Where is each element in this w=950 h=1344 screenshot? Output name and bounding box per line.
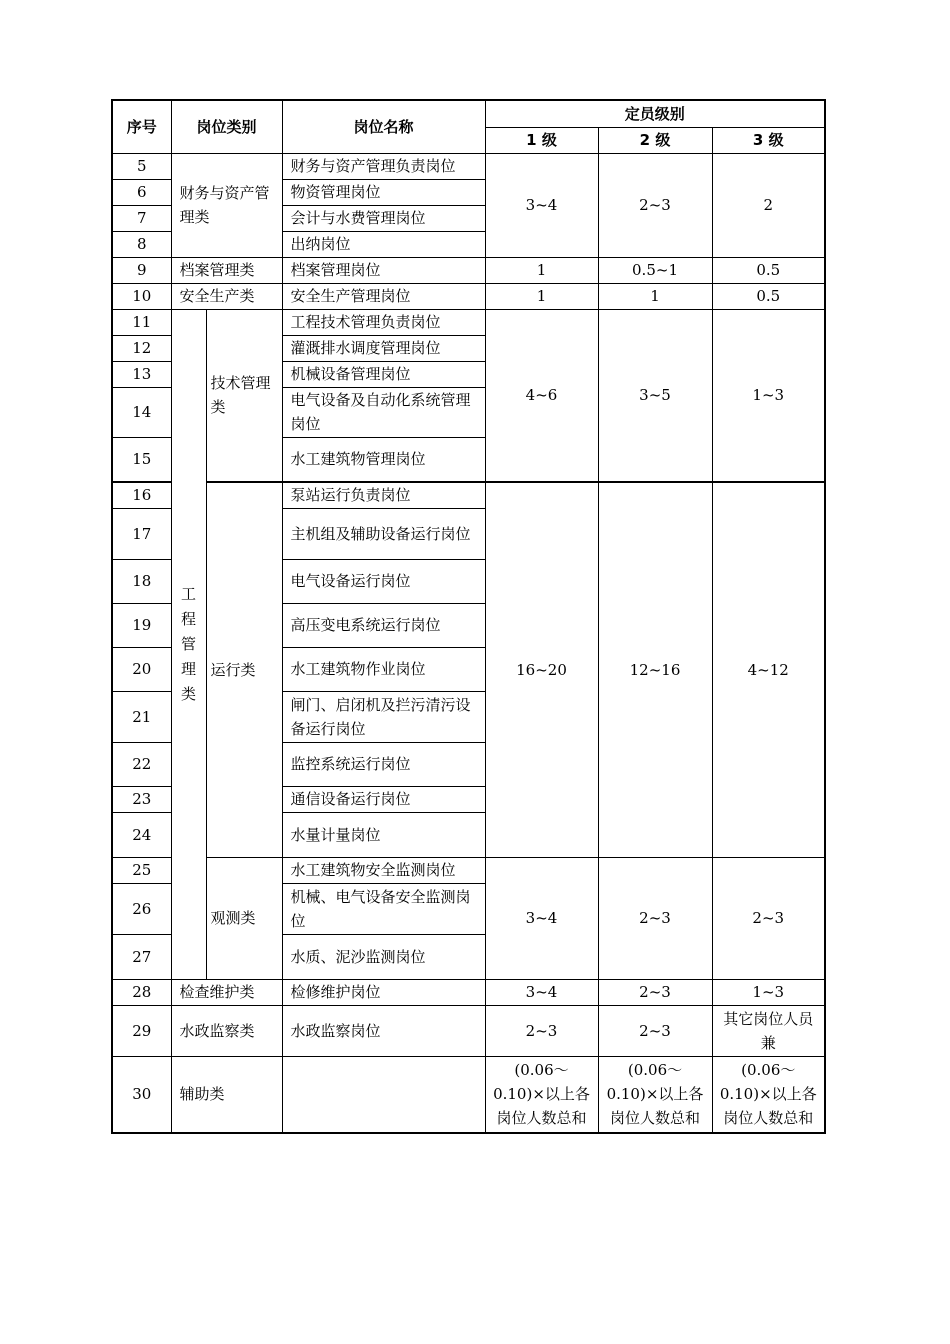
header-level-1: 1 级	[485, 127, 598, 153]
table-row	[112, 283, 825, 309]
post-name: 检修维护岗位	[282, 979, 485, 1005]
table-row	[112, 1056, 825, 1133]
level-1-value: 3~4	[485, 153, 598, 257]
row-number: 21	[112, 691, 171, 742]
category-char: 类	[180, 684, 196, 703]
row-number: 9	[112, 257, 171, 283]
row-number: 5	[112, 153, 171, 179]
level-3-value: 0.5	[712, 257, 825, 283]
table-row	[112, 979, 825, 1005]
row-number: 7	[112, 205, 171, 231]
row-number: 6	[112, 179, 171, 205]
level-1-value: 1	[485, 283, 598, 309]
post-name: 机械设备管理岗位	[282, 361, 485, 387]
header-category: 岗位类别	[171, 100, 282, 153]
level-3-value: 1~3	[712, 309, 825, 482]
row-number: 11	[112, 309, 171, 335]
subcategory-technical: 技术管理类	[206, 309, 282, 482]
post-name: 闸门、启闭机及拦污清污设备运行岗位	[282, 691, 485, 742]
staffing-table	[111, 99, 826, 1134]
row-number: 13	[112, 361, 171, 387]
post-name: 出纳岗位	[282, 231, 485, 257]
category-engineering	[171, 309, 206, 979]
header-row-1	[112, 100, 825, 127]
level-2-value: 1	[598, 283, 712, 309]
level-1-value: 4~6	[485, 309, 598, 482]
header-level-3: 3 级	[712, 127, 825, 153]
level-2-value: 0.5~1	[598, 257, 712, 283]
level-3-value: (0.06～0.10)×以上各岗位人数总和	[712, 1056, 825, 1133]
row-number: 16	[112, 482, 171, 508]
subcategory-observation: 观测类	[206, 857, 282, 979]
level-2-value: (0.06～0.10)×以上各岗位人数总和	[598, 1056, 712, 1133]
level-3-value: 0.5	[712, 283, 825, 309]
category-auxiliary: 辅助类	[171, 1056, 282, 1133]
post-name: 水量计量岗位	[282, 812, 485, 857]
row-number: 18	[112, 559, 171, 603]
level-2-value: 2~3	[598, 153, 712, 257]
post-name	[282, 1056, 485, 1133]
row-number: 29	[112, 1005, 171, 1056]
category-char: 理	[180, 659, 196, 678]
level-3-value: 4~12	[712, 482, 825, 857]
row-number: 8	[112, 231, 171, 257]
post-name: 安全生产管理岗位	[282, 283, 485, 309]
row-number: 12	[112, 335, 171, 361]
row-number: 10	[112, 283, 171, 309]
row-number: 17	[112, 508, 171, 559]
post-name: 水政监察岗位	[282, 1005, 485, 1056]
row-number: 25	[112, 857, 171, 883]
post-name: 主机组及辅助设备运行岗位	[282, 508, 485, 559]
row-number: 30	[112, 1056, 171, 1133]
row-number: 22	[112, 742, 171, 786]
category-char: 程	[180, 609, 196, 628]
header-post-name: 岗位名称	[282, 100, 485, 153]
level-1-value: 3~4	[485, 857, 598, 979]
row-number: 19	[112, 603, 171, 647]
category-safety: 安全生产类	[171, 283, 282, 309]
level-2-value: 12~16	[598, 482, 712, 857]
post-name: 灌溉排水调度管理岗位	[282, 335, 485, 361]
post-name: 泵站运行负责岗位	[282, 482, 485, 508]
row-number: 14	[112, 387, 171, 437]
row-number: 20	[112, 647, 171, 691]
post-name: 水工建筑物安全监测岗位	[282, 857, 485, 883]
row-number: 27	[112, 934, 171, 979]
level-3-value: 其它岗位人员兼	[712, 1005, 825, 1056]
level-2-value: 2~3	[598, 1005, 712, 1056]
post-name: 机械、电气设备安全监测岗位	[282, 883, 485, 934]
level-3-value: 2	[712, 153, 825, 257]
header-level-group: 定员级别	[485, 100, 825, 127]
post-name: 物资管理岗位	[282, 179, 485, 205]
post-name: 电气设备及自动化系统管理岗位	[282, 387, 485, 437]
table-row	[112, 482, 825, 508]
level-1-value: 3~4	[485, 979, 598, 1005]
post-name: 财务与资产管理负责岗位	[282, 153, 485, 179]
category-archive: 档案管理类	[171, 257, 282, 283]
level-2-value: 3~5	[598, 309, 712, 482]
post-name: 水工建筑物作业岗位	[282, 647, 485, 691]
category-supervision: 水政监察类	[171, 1005, 282, 1056]
post-name: 监控系统运行岗位	[282, 742, 485, 786]
header-seq: 序号	[112, 100, 171, 153]
level-3-value: 2~3	[712, 857, 825, 979]
row-number: 26	[112, 883, 171, 934]
post-name: 会计与水费管理岗位	[282, 205, 485, 231]
post-name: 水工建筑物管理岗位	[282, 437, 485, 482]
level-2-value: 2~3	[598, 979, 712, 1005]
post-name: 电气设备运行岗位	[282, 559, 485, 603]
level-1-value: 2~3	[485, 1005, 598, 1056]
row-number: 24	[112, 812, 171, 857]
subcategory-operation: 运行类	[206, 482, 282, 857]
level-2-value: 2~3	[598, 857, 712, 979]
table-row	[112, 153, 825, 179]
level-1-value: 1	[485, 257, 598, 283]
post-name: 工程技术管理负责岗位	[282, 309, 485, 335]
table-row	[112, 257, 825, 283]
table-row	[112, 309, 825, 335]
level-3-value: 1~3	[712, 979, 825, 1005]
row-number: 23	[112, 786, 171, 812]
level-1-value: (0.06～0.10)×以上各岗位人数总和	[485, 1056, 598, 1133]
post-name: 档案管理岗位	[282, 257, 485, 283]
post-name: 高压变电系统运行岗位	[282, 603, 485, 647]
post-name: 通信设备运行岗位	[282, 786, 485, 812]
category-char: 工	[180, 584, 196, 603]
table-row	[112, 1005, 825, 1056]
row-number: 15	[112, 437, 171, 482]
post-name: 水质、泥沙监测岗位	[282, 934, 485, 979]
category-char: 管	[180, 634, 196, 653]
header-level-2: 2 级	[598, 127, 712, 153]
level-1-value: 16~20	[485, 482, 598, 857]
category-finance: 财务与资产管理类	[171, 153, 282, 257]
table-row	[112, 857, 825, 883]
row-number: 28	[112, 979, 171, 1005]
category-maintenance: 检查维护类	[171, 979, 282, 1005]
